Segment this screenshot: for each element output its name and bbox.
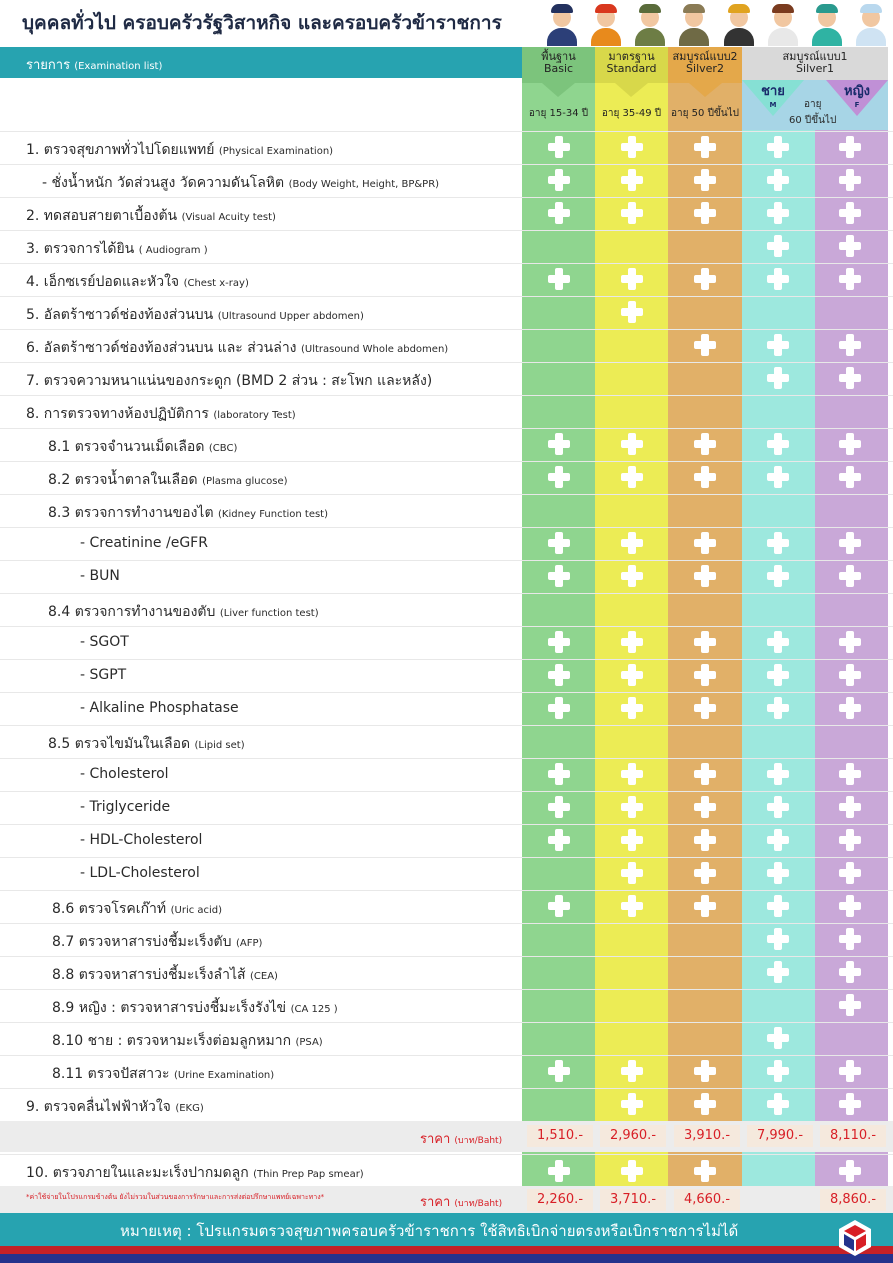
included-plus-icon [548, 829, 570, 851]
included-plus-icon [767, 169, 789, 191]
included-plus-icon [621, 565, 643, 587]
row-divider [0, 758, 893, 759]
included-plus-icon [621, 301, 643, 323]
row-divider [0, 1088, 893, 1089]
included-plus-icon [839, 268, 861, 290]
included-plus-icon [767, 862, 789, 884]
included-plus-icon [694, 763, 716, 785]
exam-row-label: 8.6 ตรวจโรคเก๊าท์ (Uric acid) [52, 901, 223, 917]
included-plus-icon [767, 235, 789, 257]
included-plus-icon [694, 796, 716, 818]
included-plus-icon [548, 433, 570, 455]
silver1-age: 60 ปีขึ้นไป [789, 115, 837, 126]
included-plus-icon [767, 367, 789, 389]
exam-row-label: 6. อัลตร้าซาวด์ช่องท้องส่วนบน และ ส่วนล่าง (Ultrasound Whole abdomen) [26, 340, 449, 356]
exam-row-label: - Alkaline Phosphatase [80, 700, 239, 716]
row-divider [0, 1022, 893, 1023]
row-divider [0, 857, 893, 858]
included-plus-icon [548, 1060, 570, 1082]
included-plus-icon [767, 466, 789, 488]
included-plus-icon [767, 268, 789, 290]
exam-row-label: 8.1 ตรวจจำนวนเม็ดเลือด (CBC) [48, 439, 238, 455]
footer-note: หมายเหตุ : โปรแกรมตรวจสุขภาพครอบครัวข้าราชการ ใช้สิทธิเบิกจ่ายตรงหรือเบิกราชการไม่ได้ [120, 1222, 739, 1240]
exam-row-label: 8.7 ตรวจหาสารบ่งชี้มะเร็งตับ (AFP) [52, 934, 263, 950]
included-plus-icon [767, 796, 789, 818]
included-plus-icon [839, 796, 861, 818]
civil-servant-icon [722, 4, 756, 46]
exam-row-label: 8.2 ตรวจน้ำตาลในเลือด (Plasma glucose) [48, 472, 288, 488]
included-plus-icon [839, 169, 861, 191]
row-divider [0, 593, 893, 594]
exam-row-label: 5. อัลตร้าซาวด์ช่องท้องส่วนบน (Ultrasound Upper abdomen) [26, 307, 364, 323]
package-pointer-arrows [522, 83, 742, 99]
row-divider [0, 626, 893, 627]
included-plus-icon [767, 961, 789, 983]
exam-row-label: - HDL-Cholesterol [80, 832, 203, 848]
included-plus-icon [548, 202, 570, 224]
included-plus-icon [839, 1093, 861, 1115]
exam-row-label: 8.9 หญิง : ตรวจหาสารบ่งชี้มะเร็งรังไข่ (CA 125 ) [52, 1000, 338, 1016]
included-plus-icon [767, 664, 789, 686]
included-plus-icon [694, 1160, 716, 1182]
hospital-logo-icon [835, 1218, 875, 1258]
included-plus-icon [694, 466, 716, 488]
included-plus-icon [621, 1160, 643, 1182]
price-note: *ค่าใช้จ่ายในโปรแกรมข้างต้น ยังไม่รวมในส่วนของการรักษาและการส่งต่อปรึกษาแพทย์เฉพาะทาง* [26, 1193, 325, 1201]
exam-row-label: 8.3 ตรวจการทำงานของไต (Kidney Function test) [48, 505, 329, 521]
row-divider [0, 659, 893, 660]
price-value: 7,990.- [747, 1125, 813, 1147]
exam-row-label: 8.4 ตรวจการทำงานของตับ (Liver function test) [48, 604, 319, 620]
included-plus-icon [839, 235, 861, 257]
included-plus-icon [694, 202, 716, 224]
row-divider [0, 131, 893, 132]
package-silver2-header: สมบูรณ์แบบ2 Silver2 [668, 47, 742, 83]
included-plus-icon [767, 697, 789, 719]
row-divider [0, 791, 893, 792]
package-silver1-header: สมบูรณ์แบบ1 Silver1 [742, 47, 888, 80]
included-plus-icon [548, 466, 570, 488]
row-divider [0, 461, 893, 462]
included-plus-icon [694, 433, 716, 455]
included-plus-icon [694, 532, 716, 554]
army-officer-icon [677, 4, 711, 46]
included-plus-icon [839, 565, 861, 587]
included-plus-icon [767, 433, 789, 455]
included-plus-icon [694, 334, 716, 356]
row-10-label: 10. ตรวจภายในและมะเร็งปากมดลูก (Thin Prep Pap smear) [26, 1165, 364, 1181]
exam-row-label: - Cholesterol [80, 766, 169, 782]
included-plus-icon [839, 466, 861, 488]
included-plus-icon [767, 763, 789, 785]
included-plus-icon [621, 532, 643, 554]
price-value: 4,660.- [674, 1189, 740, 1211]
included-plus-icon [694, 1060, 716, 1082]
included-plus-icon [839, 334, 861, 356]
included-plus-icon [621, 796, 643, 818]
included-plus-icon [767, 1060, 789, 1082]
included-plus-icon [621, 895, 643, 917]
exam-row-label: - LDL-Cholesterol [80, 865, 200, 881]
included-plus-icon [767, 532, 789, 554]
exam-row-label: 8.5 ตรวจไขมันในเลือด (Lipid set) [48, 736, 245, 752]
price-value: 2,960.- [600, 1125, 666, 1147]
exam-row-label: 8.8 ตรวจหาสารบ่งชี้มะเร็งลำไส้ (CEA) [52, 967, 278, 983]
occupation-icons [545, 4, 888, 46]
included-plus-icon [694, 136, 716, 158]
row-divider [0, 692, 893, 693]
row-divider [0, 494, 893, 495]
exam-row-label: - SGOT [80, 634, 129, 650]
included-plus-icon [548, 532, 570, 554]
included-plus-icon [839, 202, 861, 224]
included-plus-icon [767, 1093, 789, 1115]
price-value [747, 1189, 813, 1211]
exam-row-label: 1. ตรวจสุขภาพทั่วไปโดยแพทย์ (Physical Examination) [26, 142, 334, 158]
row-divider [0, 428, 893, 429]
included-plus-icon [839, 1160, 861, 1182]
included-plus-icon [621, 697, 643, 719]
included-plus-icon [621, 136, 643, 158]
included-plus-icon [839, 433, 861, 455]
exam-row-label: 8.11 ตรวจปัสสาวะ (Urine Examination) [52, 1066, 275, 1082]
included-plus-icon [621, 862, 643, 884]
included-plus-icon [694, 631, 716, 653]
female-label: หญิง F [844, 84, 870, 109]
row-divider [0, 230, 893, 231]
included-plus-icon [548, 796, 570, 818]
footer-stripe-red [0, 1246, 893, 1254]
examination-list-header: รายการ (Examination list) [26, 58, 163, 73]
exam-row-label: 2. ทดสอบสายตาเบื้องต้น (Visual Acuity test) [26, 208, 276, 224]
included-plus-icon [621, 466, 643, 488]
included-plus-icon [548, 565, 570, 587]
row-divider [0, 989, 893, 990]
included-plus-icon [839, 532, 861, 554]
male-label: ชาย M [761, 84, 785, 109]
included-plus-icon [548, 631, 570, 653]
included-plus-icon [767, 136, 789, 158]
included-plus-icon [839, 697, 861, 719]
included-plus-icon [548, 268, 570, 290]
included-plus-icon [621, 1093, 643, 1115]
price-value: 8,110.- [820, 1125, 886, 1147]
row-divider [0, 197, 893, 198]
included-plus-icon [548, 763, 570, 785]
included-plus-icon [694, 697, 716, 719]
included-plus-icon [839, 367, 861, 389]
exam-row-label: - ชั่งน้ำหนัก วัดส่วนสูง วัดความดันโลหิต (Body Weight, Height, BP&PR) [42, 175, 440, 191]
included-plus-icon [621, 433, 643, 455]
included-plus-icon [839, 763, 861, 785]
row-divider [0, 395, 893, 396]
silver2-age: อายุ 50 ปีขึ้นไป [671, 108, 739, 119]
included-plus-icon [548, 169, 570, 191]
included-plus-icon [839, 631, 861, 653]
included-plus-icon [839, 664, 861, 686]
row-divider [0, 560, 893, 561]
included-plus-icon [767, 928, 789, 950]
included-plus-icon [839, 862, 861, 884]
row-divider [0, 527, 893, 528]
row-divider [0, 824, 893, 825]
row-divider [0, 725, 893, 726]
included-plus-icon [694, 829, 716, 851]
row-divider [0, 890, 893, 891]
price-label-1: ราคา (บาท/Baht) [420, 1132, 503, 1147]
included-plus-icon [694, 862, 716, 884]
exam-row-label: 7. ตรวจความหนาแน่นของกระดูก (BMD 2 ส่วน : สะโพก และหลัง) [26, 373, 433, 389]
included-plus-icon [621, 631, 643, 653]
footer-stripe-blue [0, 1254, 893, 1263]
price-value: 8,860.- [820, 1189, 886, 1211]
included-plus-icon [694, 565, 716, 587]
nurse-icon [854, 4, 888, 46]
row-divider [0, 164, 893, 165]
exam-row-label: - SGPT [80, 667, 127, 683]
exam-row-label: - Triglyceride [80, 799, 171, 815]
included-plus-icon [621, 1060, 643, 1082]
included-plus-icon [621, 763, 643, 785]
included-plus-icon [767, 631, 789, 653]
included-plus-icon [548, 136, 570, 158]
price-value: 3,910.- [674, 1125, 740, 1147]
basic-age: อายุ 15-34 ปี [528, 108, 589, 119]
included-plus-icon [621, 202, 643, 224]
row-divider [0, 329, 893, 330]
firefighter-icon [589, 4, 623, 46]
included-plus-icon [621, 664, 643, 686]
price-value: 2,260.- [527, 1189, 593, 1211]
row-divider [0, 263, 893, 264]
exam-row-label: - BUN [80, 568, 120, 584]
soldier-icon [633, 4, 667, 46]
included-plus-icon [839, 895, 861, 917]
included-plus-icon [548, 1160, 570, 1182]
price-value: 3,710.- [600, 1189, 666, 1211]
standard-age: อายุ 35-49 ปี [601, 108, 662, 119]
row-divider [0, 923, 893, 924]
row-divider [0, 956, 893, 957]
included-plus-icon [548, 664, 570, 686]
exam-row-label: 9. ตรวจคลื่นไฟฟ้าหัวใจ (EKG) [26, 1099, 204, 1115]
included-plus-icon [839, 136, 861, 158]
price-label-2: ราคา (บาท/Baht) [420, 1195, 503, 1210]
included-plus-icon [767, 565, 789, 587]
included-plus-icon [839, 829, 861, 851]
included-plus-icon [767, 829, 789, 851]
row-divider [0, 296, 893, 297]
package-standard-header: มาตรฐาน Standard [595, 47, 668, 83]
included-plus-icon [839, 1060, 861, 1082]
row-divider [0, 362, 893, 363]
doctor-icon [810, 4, 844, 46]
woman-officer-icon [766, 4, 800, 46]
page-title: บุคคลทั่วไป ครอบครัวรัฐวิสาหกิจ และครอบครัวข้าราชการ [22, 12, 502, 34]
included-plus-icon [839, 994, 861, 1016]
included-plus-icon [621, 169, 643, 191]
exam-row-label: - Creatinine /eGFR [80, 535, 208, 551]
exam-row-label: 8.10 ชาย : ตรวจหามะเร็งต่อมลูกหมาก (PSA) [52, 1033, 323, 1049]
silver1-age-label: อายุ [804, 99, 822, 110]
police-icon [545, 4, 579, 46]
included-plus-icon [548, 697, 570, 719]
included-plus-icon [694, 169, 716, 191]
included-plus-icon [694, 895, 716, 917]
included-plus-icon [548, 895, 570, 917]
exam-row-label: 4. เอ็กซเรย์ปอดและหัวใจ (Chest x-ray) [26, 274, 249, 290]
included-plus-icon [694, 1093, 716, 1115]
included-plus-icon [621, 829, 643, 851]
exam-row-label: 3. ตรวจการได้ยิน ( Audiogram ) [26, 241, 208, 257]
included-plus-icon [767, 895, 789, 917]
price-value: 1,510.- [527, 1125, 593, 1147]
row-divider [0, 1055, 893, 1056]
package-basic-header: พื้นฐาน Basic [522, 47, 595, 83]
included-plus-icon [694, 268, 716, 290]
included-plus-icon [767, 334, 789, 356]
included-plus-icon [621, 268, 643, 290]
exam-row-label: 8. การตรวจทางห้องปฏิบัติการ (laboratory Test) [26, 406, 296, 422]
included-plus-icon [767, 202, 789, 224]
included-plus-icon [839, 928, 861, 950]
included-plus-icon [694, 664, 716, 686]
included-plus-icon [767, 1027, 789, 1049]
included-plus-icon [839, 961, 861, 983]
